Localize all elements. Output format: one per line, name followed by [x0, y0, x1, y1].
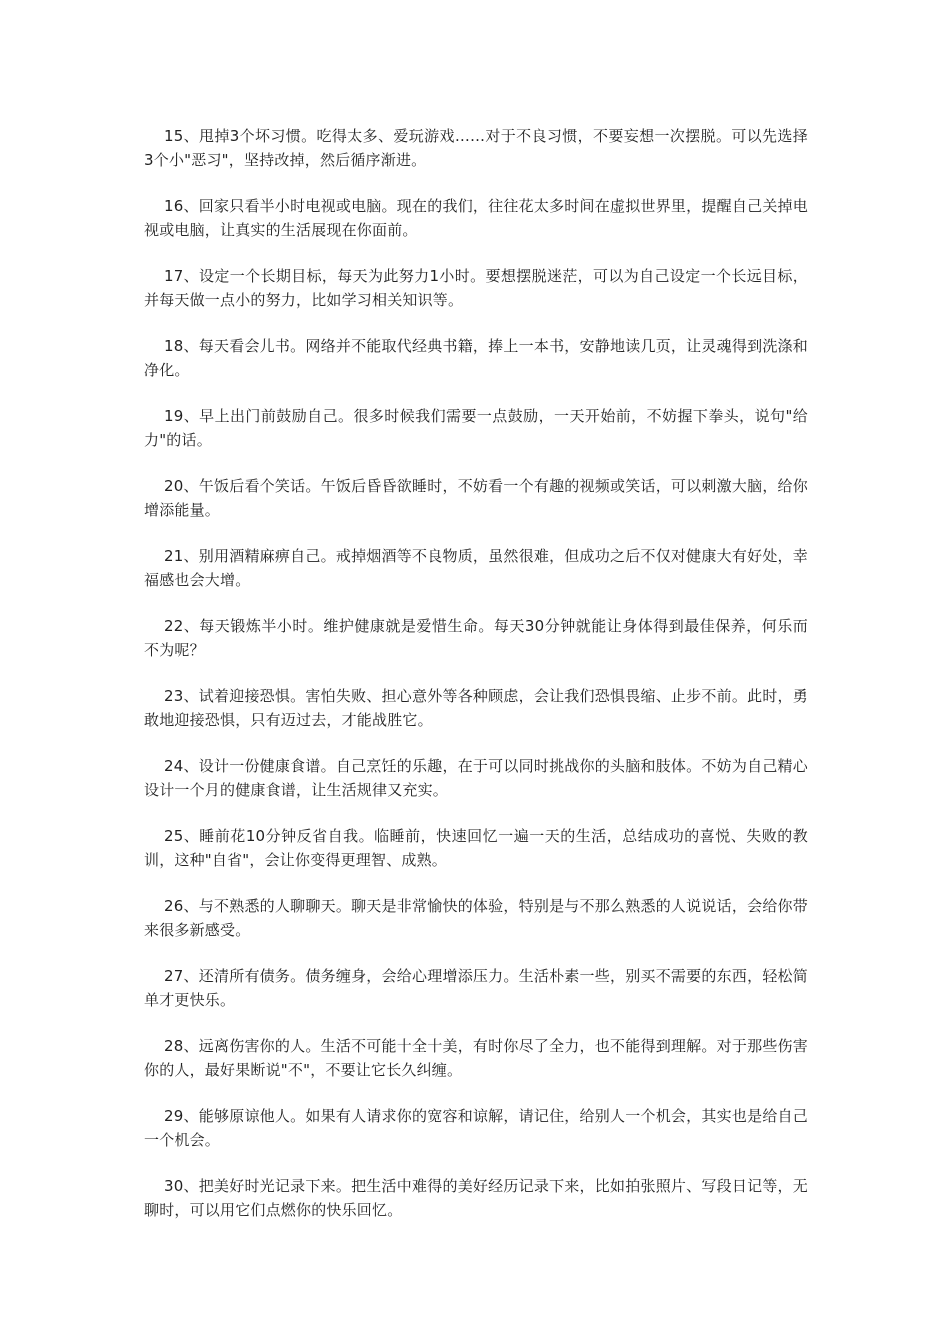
paragraph-16: 16、回家只看半小时电视或电脑。现在的我们，往往花太多时间在虚拟世界里，提醒自己关掉电视或电脑，让真实的生活展现在你面前。 — [144, 197, 808, 239]
paragraph-28: 28、远离伤害你的人。生活不可能十全十美，有时你尽了全力，也不能得到理解。对于那些伤害你的人，最好果断说"不"，不要让它长久纠缠。 — [144, 1037, 808, 1079]
paragraph-27: 27、还清所有债务。债务缠身，会给心理增添压力。生活朴素一些，别买不需要的东西，轻松简单才更快乐。 — [144, 967, 808, 1009]
paragraph-26: 26、与不熟悉的人聊聊天。聊天是非常愉快的体验，特别是与不那么熟悉的人说说话，会给你带来很多新感受。 — [144, 897, 808, 939]
paragraph-19: 19、早上出门前鼓励自己。很多时候我们需要一点鼓励，一天开始前，不妨握下拳头，说句"给力"的话。 — [144, 407, 808, 449]
paragraph-22: 22、每天锻炼半小时。维护健康就是爱惜生命。每天30分钟就能让身体得到最佳保养，何乐而不为呢？ — [144, 617, 808, 659]
paragraph-18: 18、每天看会儿书。网络并不能取代经典书籍，捧上一本书，安静地读几页，让灵魂得到洗涤和净化。 — [144, 337, 808, 379]
document-body — [144, 124, 808, 1244]
paragraph-30: 30、把美好时光记录下来。把生活中难得的美好经历记录下来，比如拍张照片、写段日记等，无聊时，可以用它们点燃你的快乐回忆。 — [144, 1177, 808, 1219]
paragraph-29: 29、能够原谅他人。如果有人请求你的宽容和谅解，请记住，给别人一个机会，其实也是给自己一个机会。 — [144, 1107, 808, 1149]
paragraph-17: 17、设定一个长期目标，每天为此努力1小时。要想摆脱迷茫，可以为自己设定一个长远目标，并每天做一点小的努力，比如学习相关知识等。 — [144, 267, 808, 309]
paragraph-20: 20、午饭后看个笑话。午饭后昏昏欲睡时，不妨看一个有趣的视频或笑话，可以刺激大脑，给你增添能量。 — [144, 477, 808, 519]
paragraph-15: 15、甩掉3个坏习惯。吃得太多、爱玩游戏……对于不良习惯，不要妄想一次摆脱。可以先选择3个小"恶习"，坚持改掉，然后循序渐进。 — [144, 127, 808, 169]
paragraph-23: 23、试着迎接恐惧。害怕失败、担心意外等各种顾虑，会让我们恐惧畏缩、止步不前。此时，勇敢地迎接恐惧，只有迈过去，才能战胜它。 — [144, 687, 808, 729]
paragraph-25: 25、睡前花10分钟反省自我。临睡前，快速回忆一遍一天的生活，总结成功的喜悦、失败的教训，这种"自省"，会让你变得更理智、成熟。 — [144, 827, 808, 869]
paragraph-24: 24、设计一份健康食谱。自己烹饪的乐趣，在于可以同时挑战你的头脑和肢体。不妨为自己精心设计一个月的健康食谱，让生活规律又充实。 — [144, 757, 808, 799]
paragraph-21: 21、别用酒精麻痹自己。戒掉烟酒等不良物质，虽然很难，但成功之后不仅对健康大有好处，幸福感也会大增。 — [144, 547, 808, 589]
